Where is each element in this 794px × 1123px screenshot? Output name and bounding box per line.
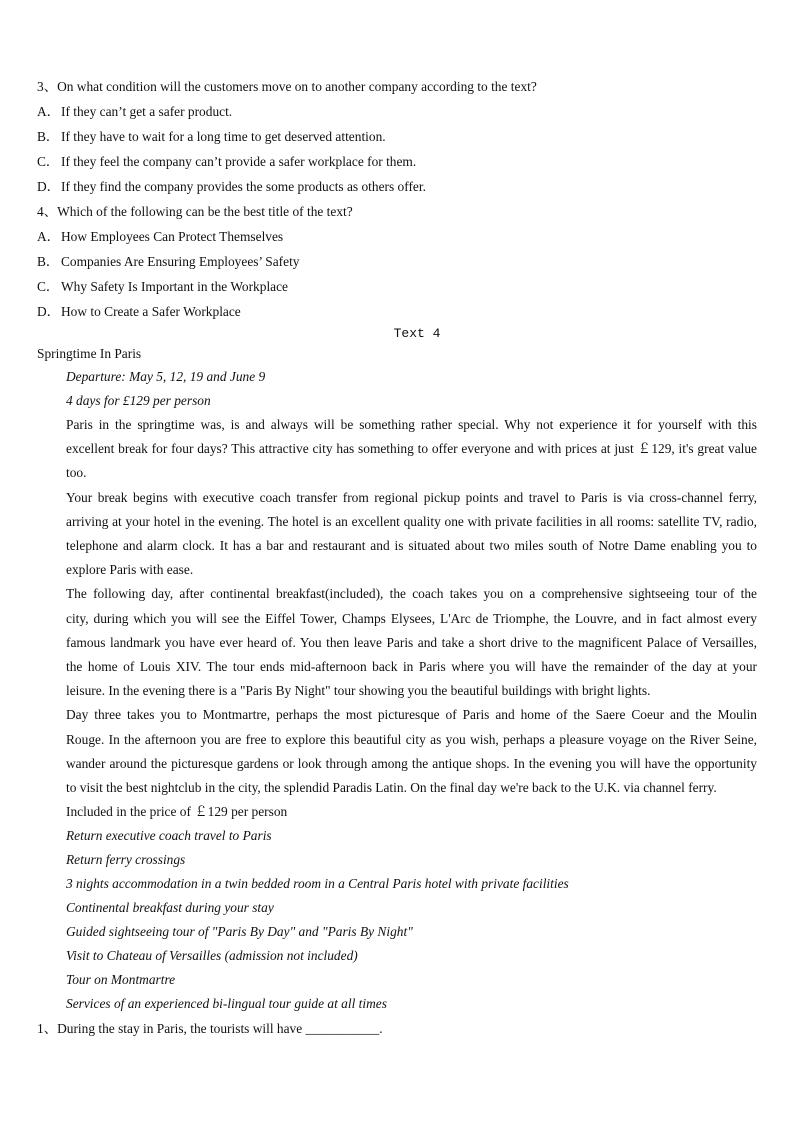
option-letter: B． [37,129,60,144]
paragraph-line: too. [66,465,87,481]
question-number: 4、 [37,204,58,219]
option-text: If they can’t get a safer product. [61,104,233,119]
included-list [37,824,757,1016]
paragraph-line: famous landmark you have ever heard of. You then leave Paris and take a short drive to the magnificent Palace of Versailles, [66,634,757,650]
option-text: Why Safety Is Important in the Workplace [61,279,288,294]
price-line: 4 days for £129 per person [66,393,211,408]
paragraph-line: the home of Louis XIV. The tour ends mid-afternoon back in Paris where you will have the remainder of the day at your [66,659,757,675]
paragraph-line: wander around the picturesque gardens or look through among the antique shops. In the evening you will have the opportunity [66,755,757,771]
included-item: Guided sightseeing tour of "Paris By Day" and "Paris By Night" [66,924,413,940]
option-text: If they find the company provides the some products as others offer. [61,179,426,194]
included-item: Services of an experienced bi-lingual tour guide at all times [66,996,387,1012]
paragraph-line: city, during which you will see the Eiffel Tower, Champs Elysees, L'Arc de Triomphe, the Louvre, and in fact almost every [66,610,757,626]
question-number: 1、 [37,1021,58,1037]
included-item: Tour on Montmartre [66,972,176,988]
paragraph-line: explore Paris with ease. [66,562,194,578]
section-heading: Text 4 [393,326,441,341]
option-c [37,149,757,174]
included-item: Visit to Chateau of Versailles (admission not included) [66,948,358,964]
option-text: How Employees Can Protect Themselves [61,229,284,244]
option-c [37,274,757,299]
paragraph-line: excellent break for four days? This attractive city has something to offer everyone and with prices at just ￡129, it's great value [66,441,757,457]
option-text: If they have to wait for a long time to get deserved attention. [61,129,386,144]
option-d [37,299,757,324]
option-letter: A． [37,229,61,244]
option-b [37,249,757,274]
question-end-punct: . [379,1021,383,1037]
document-page [37,74,757,1041]
paragraph-3 [37,582,757,703]
question-text: Which of the following can be the best title of the text? [57,204,353,219]
passage-title: Springtime In Paris [37,346,142,361]
paragraph-line: Day three takes you to Montmartre, perhaps the most picturesque of Paris and home of the Saere Coeur and the Moulin [66,707,757,723]
included-item: Return ferry crossings [66,852,186,868]
option-letter: D． [37,304,61,319]
option-letter: C． [37,154,60,169]
question-text: On what condition will the customers move on to another company according to the text? [57,79,537,94]
paragraph-4 [37,703,757,800]
question-text: During the stay in Paris, the tourists will have [57,1021,303,1037]
paragraph-line: Your break begins with executive coach transfer from regional pickup points and travel to Paris is via cross-channel ferry, [66,489,757,505]
included-heading: Included in the price of ￡129 per person [66,804,288,820]
option-a [37,99,757,124]
question-1 [37,1016,757,1041]
answer-blank: ___________ [305,1021,380,1037]
question-4 [37,199,757,324]
included-item: 3 nights accommodation in a twin bedded room in a Central Paris hotel with private facilities [66,876,569,892]
question-stem [37,199,757,224]
paragraph-line: arriving at your hotel in the evening. The hotel is an excellent quality one with private facilities in all rooms: satellite TV, radio, [66,513,757,529]
paragraph-line: Paris in the springtime was, is and always will be something rather special. Why not experience it for yourself with this [66,417,757,432]
option-letter: B． [37,254,60,269]
option-a [37,224,757,249]
question-3 [37,74,757,199]
option-text: How to Create a Safer Workplace [61,304,241,319]
departure-dates: Departure: May 5, 12, 19 and June 9 [66,369,266,384]
option-b [37,124,757,149]
option-text: Companies Are Ensuring Employees’ Safety [61,254,300,269]
paragraph-1 [37,413,757,486]
option-text: If they feel the company can’t provide a safer workplace for them. [61,154,417,169]
paragraph-line: The following day, after continental breakfast(included), the coach takes you on a comprehensive sightseeing tour of the [66,586,757,602]
option-letter: C． [37,279,60,294]
paragraph-line: Rouge. In the afternoon you are free to explore this beautiful city as you wish, perhaps a pleasure voyage on the River Seine, [66,731,757,747]
option-d [37,174,757,199]
question-stem [37,74,757,99]
included-item: Continental breakfast during your stay [66,900,274,916]
paragraph-2 [37,486,757,583]
option-letter: D． [37,179,61,194]
paragraph-line: to visit the best nightclub in the city, the splendid Paradis Latin. On the final day we're back to the U.K. via channel ferry. [66,780,717,796]
question-number: 3、 [37,79,58,94]
included-item: Return executive coach travel to Paris [66,828,272,844]
paragraph-line: telephone and alarm clock. It has a bar and restaurant and is situated about two miles south of Notre Dame enabling you to [66,538,757,554]
paragraph-line: leisure. In the evening there is a "Paris By Night" tour showing you the beautiful buildings with bright lights. [66,683,651,699]
option-letter: A． [37,104,61,119]
